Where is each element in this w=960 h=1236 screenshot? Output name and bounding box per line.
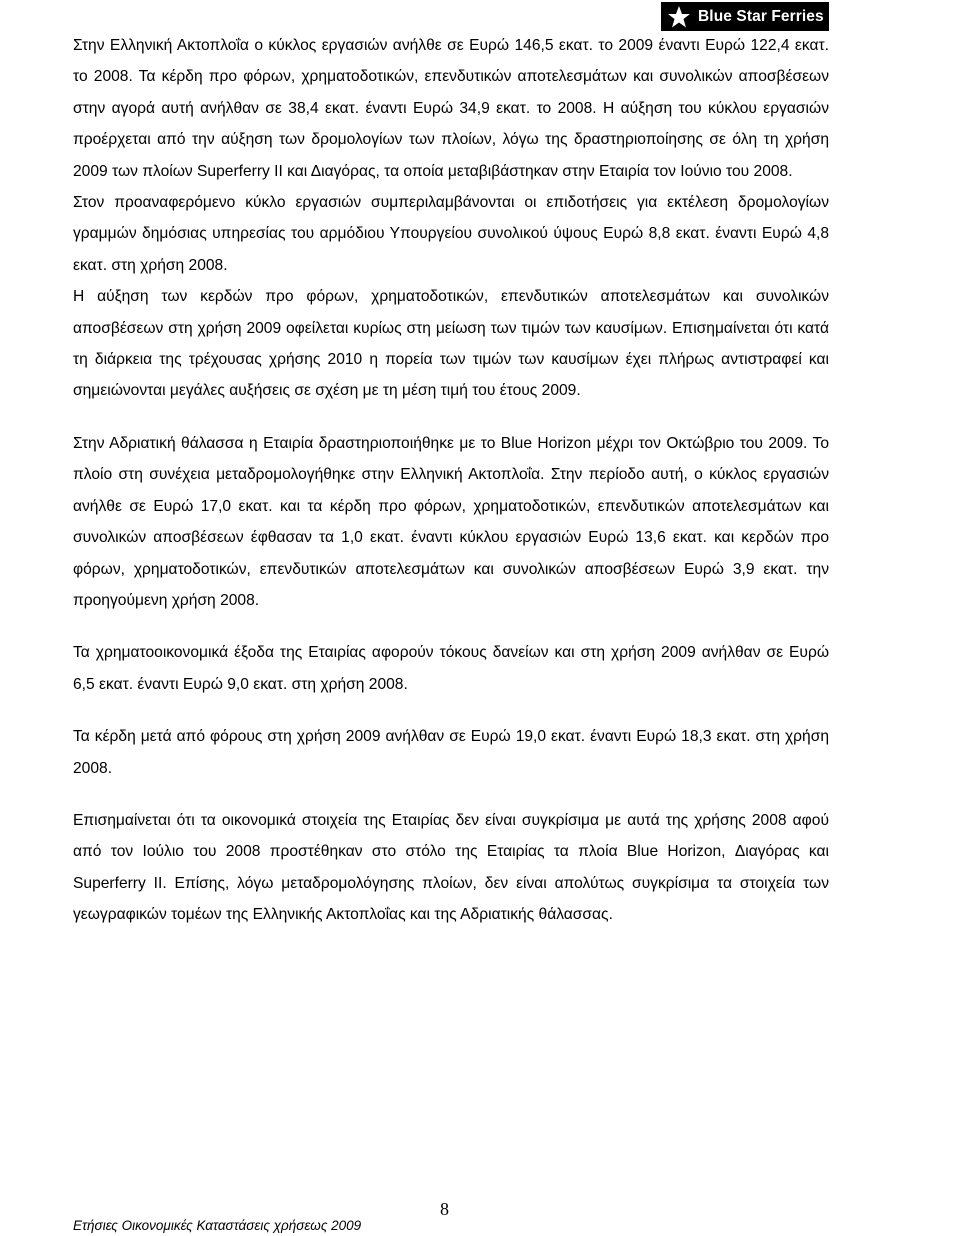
paragraph-spacer — [73, 784, 829, 805]
page-number: 8 — [440, 1199, 449, 1219]
page-footer: Ετήσιες Οικονομικές Καταστάσεις χρήσεως 2009 — [73, 1218, 362, 1233]
blue-star-ferries-logo — [661, 2, 829, 31]
paragraph-net-profit: Τα κέρδη μετά από φόρους στη χρήση 2009 ανήλθαν σε Ευρώ 19,0 εκατ. έναντι Ευρώ 18,3 εκατ. στη χρήση 2008. — [73, 728, 829, 777]
star-icon — [667, 5, 691, 29]
paragraph-subsidies: Στον προαναφερόμενο κύκλο εργασιών συμπεριλαμβάνονται οι επιδοτήσεις για εκτέλεση δρομολογίων γραμμών δημόσιας υπηρεσίας του αρμόδιου Υπουργείου συνολικού ύψους Ευρώ 8,8 εκατ. έναντι Ευρώ 4,8 εκατ. στη χρήση 2008. — [73, 194, 829, 274]
paragraph-spacer — [73, 700, 829, 721]
paragraph-spacer — [73, 616, 829, 637]
paragraph-comparability-note: Επισημαίνεται ότι τα οικονομικά στοιχεία της Εταιρίας δεν είναι συγκρίσιμα με αυτά της χρήσης 2008 αφού από τον Ιούλιο του 2008 προστέθηκαν στο στόλο της Εταιρίας τα πλοία Blue Horizon, Διαγόρας και Superferry II. Επίσης, λόγω μεταδρομολόγησης πλοίων, δεν είναι απολύτως συγκρίσιμα τα στοιχεία των γεωγραφικών τομέων της Ελληνικής Ακτοπλοΐας και της Αδριατικής θάλασσας. — [73, 811, 829, 924]
paragraph-spacer — [73, 407, 829, 428]
paragraph-profit-increase: Η αύξηση των κερδών προ φόρων, χρηματοδοτικών, επενδυτικών αποτελεσμάτων και συνολικών αποσβέσεων στη χρήση 2009 οφείλεται κυρίως στη μείωση των τιμών των καυσίμων. Επισημαίνεται ότι κατά τη διάρκεια της τρέχουσας χρήσης 2010 η πορεία των τιμών των καυσίμων έχει πλήρως αντιστραφεί και σημειώνονται μεγάλες αυξήσεις σε σχέση με τη μέση τιμή του έτους 2009. — [73, 288, 829, 400]
logo-text: Blue Star Ferries — [698, 7, 824, 25]
paragraph-greek-coastal-shipping: Στην Ελληνική Ακτοπλοΐα ο κύκλος εργασιών ανήλθε σε Ευρώ 146,5 εκατ. το 2009 έναντι Ευρώ 122,4 εκατ. το 2008. Τα κέρδη προ φόρων, χρηματοδοτικών, επενδυτικών αποτελεσμάτων και συνολικών αποσβέσεων στην αγορά αυτή ανήλθαν σε 38,4 εκατ. έναντι Ευρώ 34,9 εκατ. το 2008. Η αύξηση του κύκλου εργασιών προέρχεται από την αύξηση των δρομολογίων των πλοίων, λόγω της δραστηριοποίησης σε όλη τη χρήση 2009 των πλοίων Superferry II και Διαγόρας, τα οποία μεταβιβάστηκαν στην Εταιρία τον Ιούνιο του 2008. — [73, 37, 829, 180]
paragraph-adriatic: Στην Αδριατική θάλασσα η Εταιρία δραστηριοποιήθηκε με το Blue Horizon μέχρι τον Οκτώβριο του 2009. Το πλοίο στη συνέχεια μεταδρομολογήθηκε στην Ελληνική Ακτοπλοΐα. Στην περίοδο αυτή, ο κύκλος εργασιών ανήλθε σε Ευρώ 17,0 εκατ. και τα κέρδη προ φόρων, χρηματοδοτικών, επενδυτικών αποτελεσμάτων και συνολικών αποσβέσεων έφθασαν τα 1,0 εκατ. έναντι κύκλου εργασιών Ευρώ 13,6 εκατ. και κερδών προ φόρων, χρηματοδοτικών, επενδυτικών αποτελεσμάτων και συνολικών αποσβέσεων Ευρώ 3,9 εκατ. την προηγούμενη χρήση 2008. — [73, 434, 829, 609]
paragraph-financial-expenses: Τα χρηματοοικονομικά έξοδα της Εταιρίας αφορούν τόκους δανείων και στη χρήση 2009 ανήλθαν σε Ευρώ 6,5 εκατ. έναντι Ευρώ 9,0 εκατ. στη χρήση 2008. — [73, 644, 829, 693]
document-body — [73, 30, 829, 931]
